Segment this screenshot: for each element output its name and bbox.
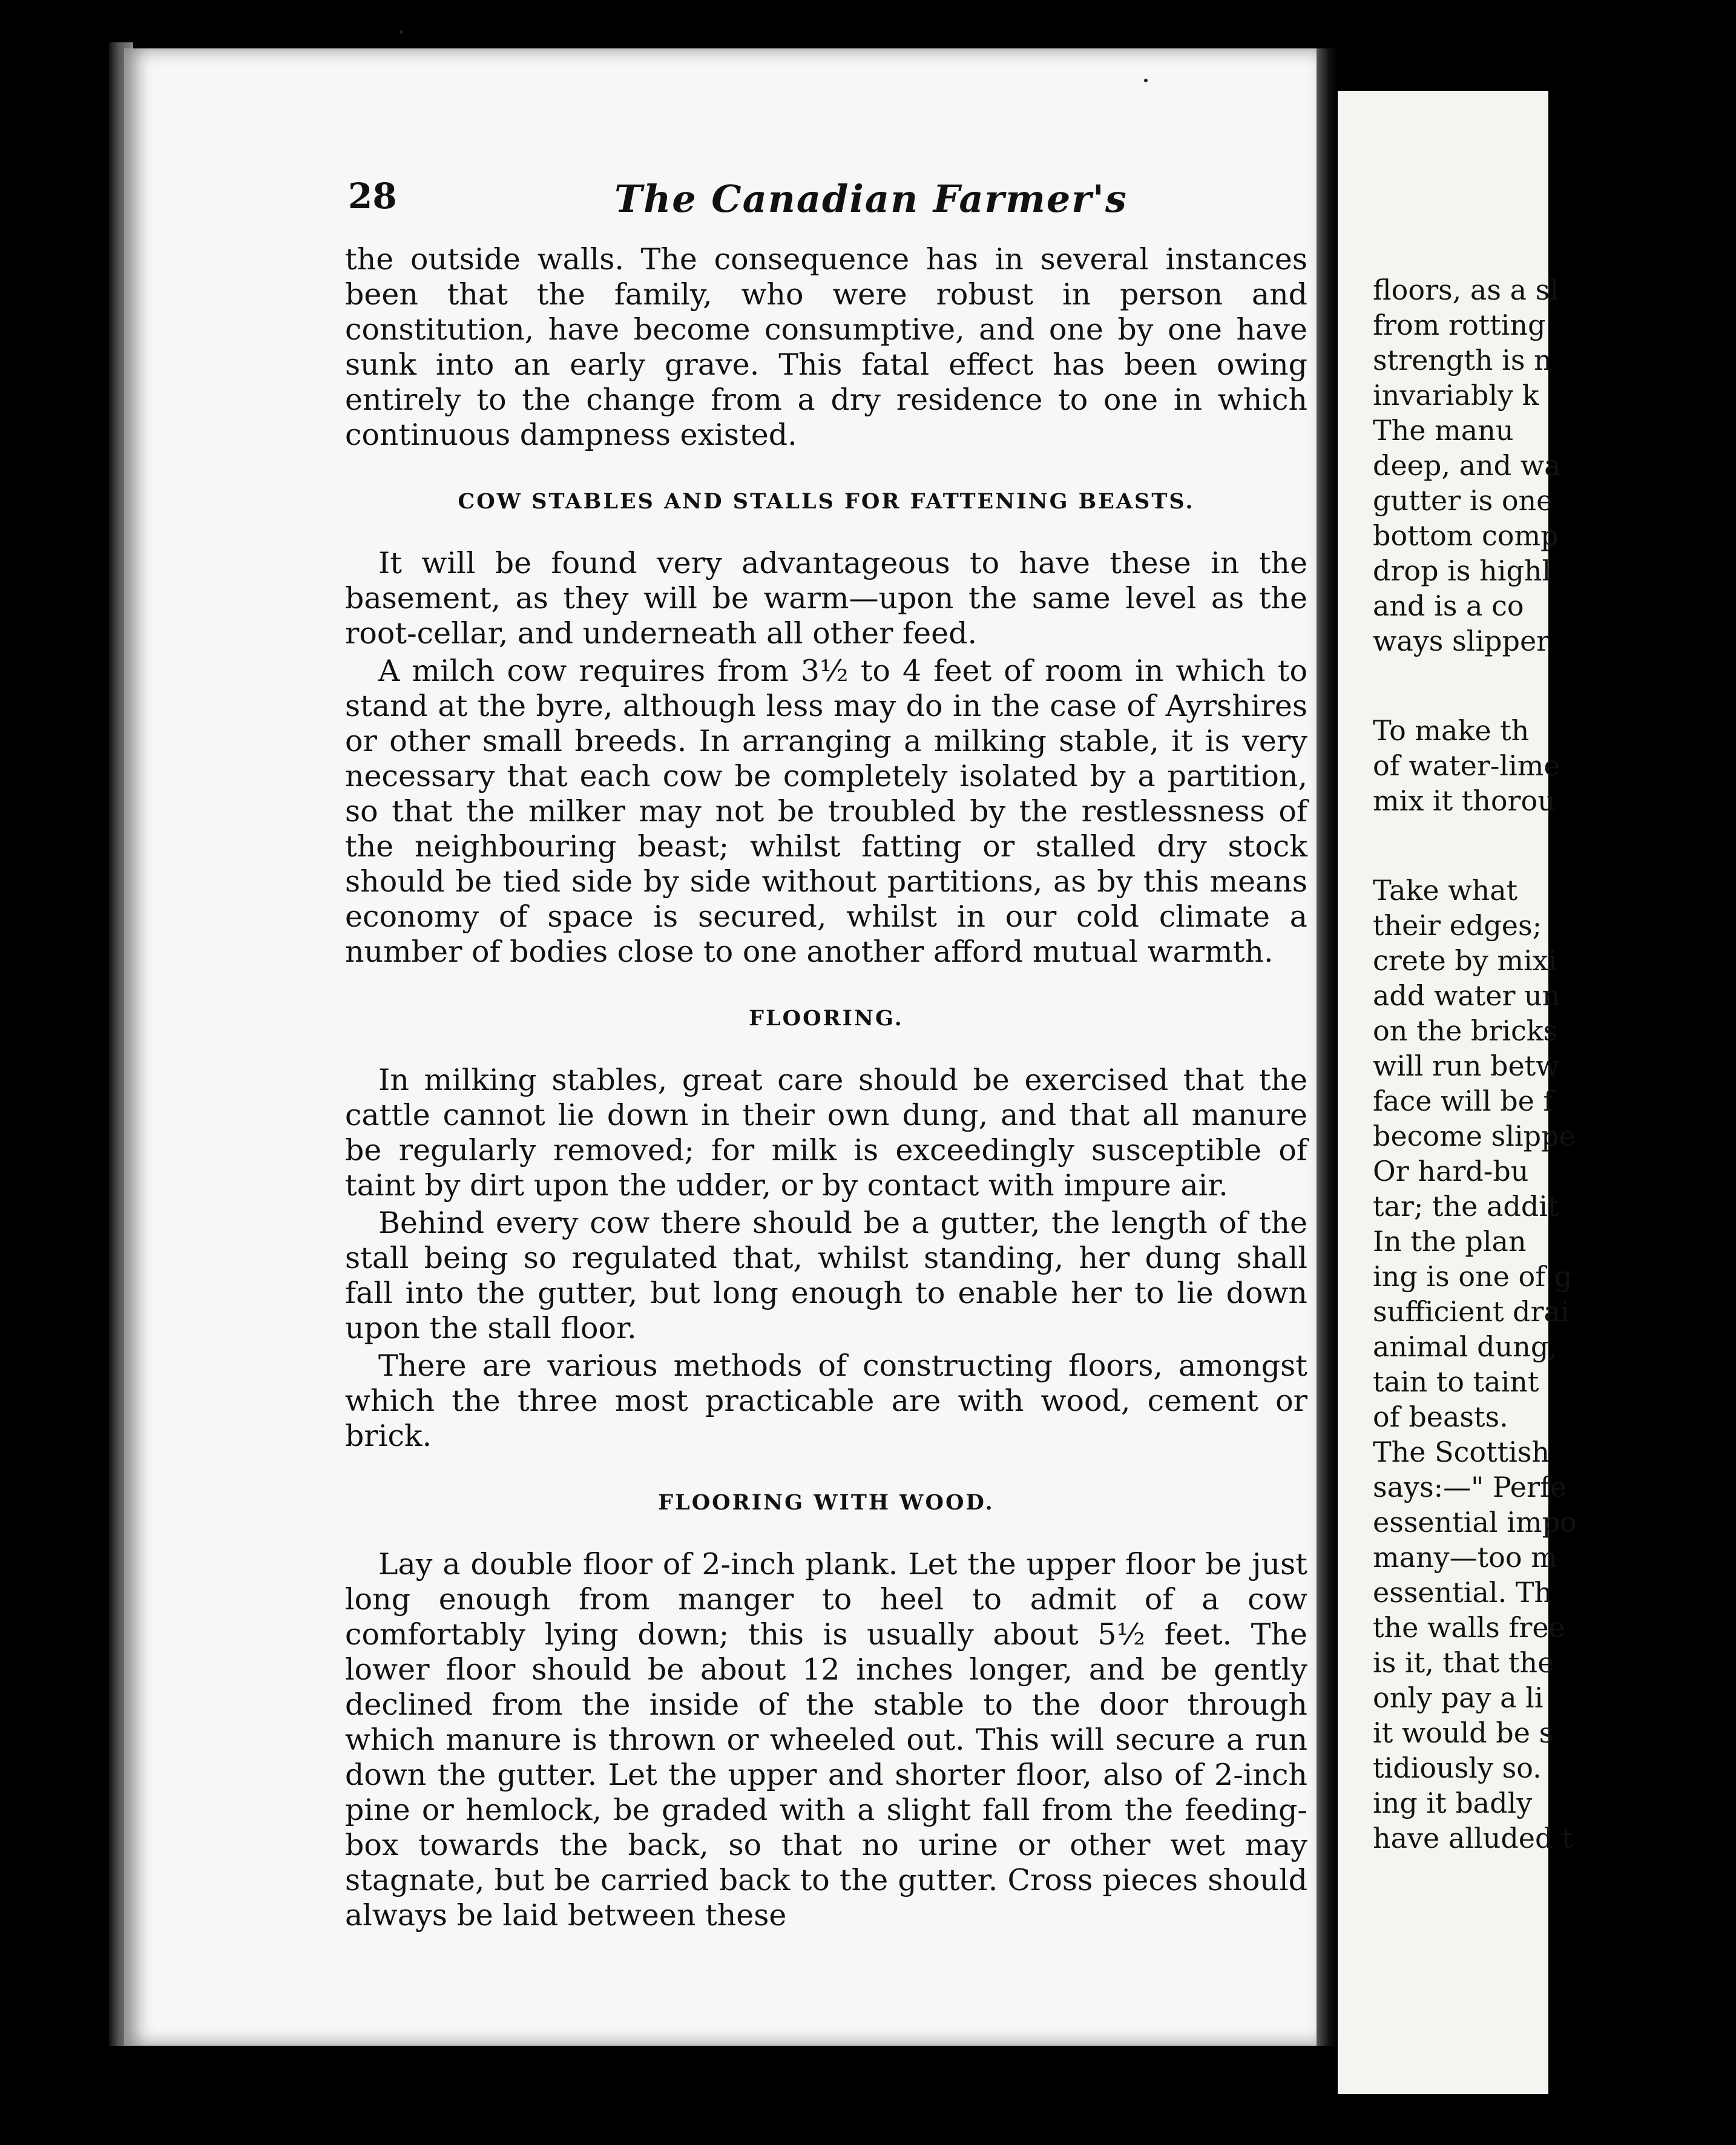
- right-page-line: crete by mixi: [1373, 944, 1557, 977]
- right-page-line: says:—" Perfe: [1373, 1471, 1567, 1503]
- right-page-line: of water-lime: [1373, 749, 1560, 782]
- right-page-line: tar; the addit: [1373, 1190, 1559, 1223]
- right-page-line: tidiously so.: [1373, 1752, 1542, 1784]
- right-page-line: floors, as a sl: [1373, 274, 1559, 306]
- page-number: 28: [348, 176, 397, 217]
- right-page-line: gutter is one: [1373, 484, 1553, 517]
- right-page-line: In the plan: [1373, 1225, 1527, 1258]
- right-page-line: sufficient drai: [1373, 1295, 1570, 1328]
- right-page-line: many—too m: [1373, 1541, 1557, 1574]
- right-page-line: ing it badly: [1373, 1787, 1533, 1819]
- page-body: [345, 242, 1307, 1936]
- paragraph: Behind every cow there should be a gutter, the length of the stall being so regulated that, whilst standing, her dung shall fall into the gutter, but long enough to enable her to lie down upon the stall floor.: [345, 1206, 1307, 1345]
- page-gutter: [1317, 48, 1338, 2046]
- right-page-line: animal dung,: [1373, 1330, 1557, 1363]
- right-page-line: [1373, 659, 1736, 713]
- right-page-line: the walls free: [1373, 1611, 1565, 1644]
- scan-speck: [399, 30, 403, 34]
- right-page-line: strength is n: [1373, 344, 1552, 376]
- right-page-line: ways slipper: [1373, 625, 1550, 657]
- right-page-line: tain to taint: [1373, 1365, 1539, 1398]
- right-page: [1338, 91, 1577, 2094]
- right-page-line: ing is one of g: [1373, 1260, 1573, 1293]
- paragraph: It will be found very advantageous to have these in the basement, as they will be warm—upon the same level as the root-cellar, and underneath all other feed.: [345, 546, 1307, 651]
- paragraph: the outside walls. The consequence has in several instances been that the family, who were robust in person and constitution, have become consumptive, and one by one have sunk into an early grave. This fatal effect has been owing entirely to the change from a dry residence to one in which continuous dampness existed.: [345, 242, 1307, 452]
- right-page-line: of beasts.: [1373, 1401, 1508, 1433]
- right-page-text: [1373, 272, 1736, 1856]
- right-page-line: invariably k: [1373, 379, 1539, 412]
- right-page-line: bottom comp: [1373, 519, 1559, 552]
- right-page-line: mix it thorou: [1373, 784, 1556, 817]
- right-page-line: it would be s: [1373, 1716, 1554, 1749]
- right-page-line: Take what: [1373, 874, 1518, 907]
- right-page-line: essential. Th: [1373, 1576, 1553, 1609]
- paragraph: In milking stables, great care should be exercised that the cattle cannot lie down in their own dung, and that all manure be regularly removed; for milk is exceedingly susceptible of taint by dirt upon the udder, or by contact with impure air.: [345, 1063, 1307, 1203]
- right-page-line: drop is highl: [1373, 554, 1551, 587]
- right-page-line: is it, that the: [1373, 1646, 1554, 1679]
- right-page-line: and is a co: [1373, 590, 1524, 622]
- running-title: The Canadian Farmer's: [614, 177, 1128, 221]
- page-header: [348, 176, 1310, 242]
- right-page-line: face will be f: [1373, 1085, 1554, 1117]
- right-page-line: The manu: [1373, 414, 1514, 447]
- right-page-line: To make th: [1373, 714, 1530, 747]
- right-page-line: [1373, 818, 1736, 873]
- paragraph: A milch cow requires from 3½ to 4 feet of room in which to stand at the byre, although less may do in the case of Ayrshires or other small breeds. In arranging a milking stable, it is very necessary that each cow be completely isolated by a partition, so that the milker may not be troubled by the restlessness of the neighbouring beast; whilst fatting or stalled dry stock should be tied side by side without partitions, as by this means economy of space is secured, whilst in our cold climate a number of bodies close to one another afford mutual warmth.: [345, 654, 1307, 969]
- right-page-line: The Scottish: [1373, 1436, 1550, 1468]
- scan-speck: [1144, 79, 1148, 82]
- right-page-line: only pay a li: [1373, 1681, 1544, 1714]
- right-page-line: will run betw: [1373, 1050, 1560, 1082]
- section-heading: FLOORING.: [749, 1006, 904, 1031]
- section-heading: FLOORING WITH WOOD.: [658, 1490, 995, 1515]
- right-page-line: deep, and wa: [1373, 449, 1561, 482]
- right-page-line: from rotting: [1373, 309, 1546, 341]
- right-page-line: essential impo: [1373, 1506, 1577, 1539]
- right-page-line: Or hard-bu: [1373, 1155, 1529, 1187]
- right-page-line: have alluded t: [1373, 1822, 1573, 1854]
- paragraph: There are various methods of constructing floors, amongst which the three most practicable are with wood, cement or brick.: [345, 1348, 1307, 1453]
- right-page-line: on the bricks: [1373, 1014, 1558, 1047]
- right-page-line: their edges;: [1373, 909, 1542, 942]
- right-page-line: add water un: [1373, 979, 1560, 1012]
- paragraph: Lay a double floor of 2-inch plank. Let the upper floor be just long enough from manger to heel to admit of a cow comfortably lying down; this is usually about 5½ feet. The lower floor should be about 12 inches longer, and be gently declined from the inside of the stable to the door through which manure is thrown or wheeled out. This will secure a run down the gutter. Let the upper and shorter floor, also of 2-inch pine or hemlock, be graded with a slight fall from the feeding-box towards the back, so that no urine or other wet may stagnate, but be carried back to the gutter. Cross pieces should always be laid between these: [345, 1547, 1307, 1933]
- right-page-line: become slippe: [1373, 1120, 1576, 1152]
- section-heading: COW STABLES AND STALLS FOR FATTENING BEASTS.: [458, 489, 1195, 514]
